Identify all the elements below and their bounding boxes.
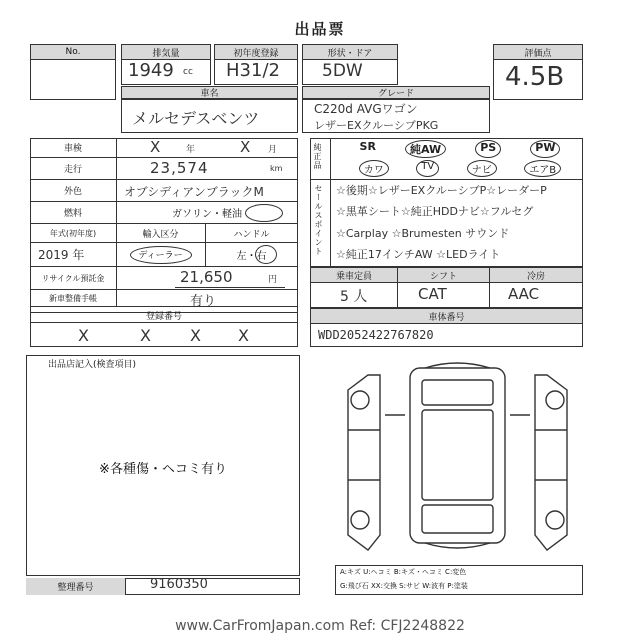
color-label: 外色: [63, 187, 82, 197]
sales-points-side-label: セールスポイント: [314, 184, 323, 256]
import-label: 輸入区分: [142, 229, 179, 240]
equipment-side-label: 純正品: [313, 143, 322, 170]
shift-value: CAT: [418, 285, 447, 303]
equip-sr: SR: [359, 140, 376, 153]
handle-label: ハンドル: [233, 229, 270, 240]
mileage-label: 走行: [63, 165, 82, 175]
page-title: 出品票: [294, 20, 346, 38]
mileage-value: 23,574: [150, 159, 209, 177]
sales-point-line-1: ☆後期☆レザーEXクルーシブP☆レーダーP: [336, 184, 547, 197]
equip-ps: PS: [475, 140, 501, 158]
fuel-value: ガソリン・軽油: [172, 209, 242, 220]
score-value: 4.5B: [505, 62, 565, 92]
legend-line-2: G:飛び石 XX:交換 S:サビ W:波有 P:塗装: [340, 582, 468, 590]
registration-mark-4: X: [238, 326, 249, 345]
score-header: 評価点: [493, 44, 583, 60]
sales-point-line-2: ☆黒革シート☆純正HDDナビ☆フルセグ: [336, 205, 534, 218]
new-car-manual-label: 新車整備手帳: [49, 293, 97, 303]
displacement-value: 1949: [128, 60, 174, 81]
notes-title: 出品店記入(検査項目): [48, 360, 137, 370]
body-type-header: 形状・ドア: [302, 44, 398, 60]
inspection-label: 車検: [63, 144, 82, 154]
ac-value: AAC: [508, 285, 540, 303]
equip-pw: PW: [530, 140, 560, 158]
sales-point-line-3: ☆Carplay ☆Brumesten サウンド: [336, 227, 510, 240]
first-registration-value: H31/2: [226, 60, 280, 81]
lot-number-label: 整理番号: [26, 578, 126, 595]
equip-airbag: エアB: [524, 160, 561, 177]
sales-point-line-4: ☆純正17インチAW ☆LEDライト: [336, 248, 501, 261]
capacity-value: 5 人: [340, 289, 368, 305]
equip-leather: カワ: [359, 160, 389, 177]
lot-number-value: 9160350: [150, 577, 208, 592]
model-year-value: 2019 年: [38, 248, 85, 262]
watermark: www.CarFromJapan.com Ref: CFJ2248822: [175, 618, 465, 634]
grade-value-line-2: レザーEXクルーシブPKG: [314, 119, 439, 132]
registration-mark-1: X: [78, 326, 89, 345]
color-value: オブシディアンブラックM: [124, 185, 264, 199]
no-cell: [30, 59, 116, 100]
equip-navi: ナビ: [467, 160, 497, 177]
mileage-unit: km: [270, 164, 283, 173]
new-car-manual-value: 有り: [190, 294, 217, 309]
equipment-row-2: [345, 160, 575, 177]
model-year-label: 年式(初年度): [49, 228, 97, 238]
grade-header: グレード: [302, 86, 490, 99]
registration-number-label: 登録番号: [145, 311, 182, 322]
equip-aw: 純AW: [405, 140, 446, 158]
first-registration-header: 初年度登録: [214, 44, 298, 60]
notes-text: ※各種傷・ヘコミ有り: [99, 462, 227, 477]
recycle-unit: 円: [268, 275, 278, 285]
capacity-header: 乗車定員: [310, 267, 398, 283]
fuel-label: 燃料: [63, 209, 82, 219]
registration-mark-2: X: [140, 326, 151, 345]
legend-line-1: A:キズ U:ヘコミ B:キズ・ヘコミ C:変色: [340, 568, 467, 576]
car-name-header: 車名: [121, 86, 298, 99]
handle-value: 左・右: [236, 251, 267, 262]
registration-mark-3: X: [190, 326, 201, 345]
chassis-value: WDD2052422767820: [318, 328, 434, 342]
registration-number-cell: [30, 322, 298, 347]
ac-header: 冷房: [489, 267, 583, 283]
inspection-year-unit: 年: [186, 145, 196, 155]
chassis-header: 車体番号: [310, 308, 583, 324]
recycle-value: 21,650: [180, 268, 233, 286]
displacement-header: 排気量: [121, 44, 211, 60]
equip-tv: TV: [416, 160, 439, 177]
car-name-value: メルセデスベンツ: [132, 109, 260, 128]
import-selected-circle: [130, 246, 192, 264]
recycle-label: リサイクル預託金: [41, 273, 105, 283]
fuel-selected-circle: [245, 204, 283, 222]
inspection-year-mark: X: [150, 138, 161, 156]
displacement-unit: cc: [183, 67, 193, 77]
no-header: No.: [30, 44, 116, 60]
handle-selected-circle: [255, 245, 277, 264]
equipment-row-1: [345, 140, 575, 158]
grade-value-line-1: C220d AVGワゴン: [314, 102, 418, 116]
inspection-month-mark: X: [240, 138, 251, 156]
shift-header: シフト: [397, 267, 490, 283]
import-value: ディーラー: [138, 251, 183, 261]
body-type-value: 5DW: [322, 61, 363, 81]
car-diagram: [330, 360, 585, 565]
inspection-month-unit: 月: [268, 145, 278, 155]
